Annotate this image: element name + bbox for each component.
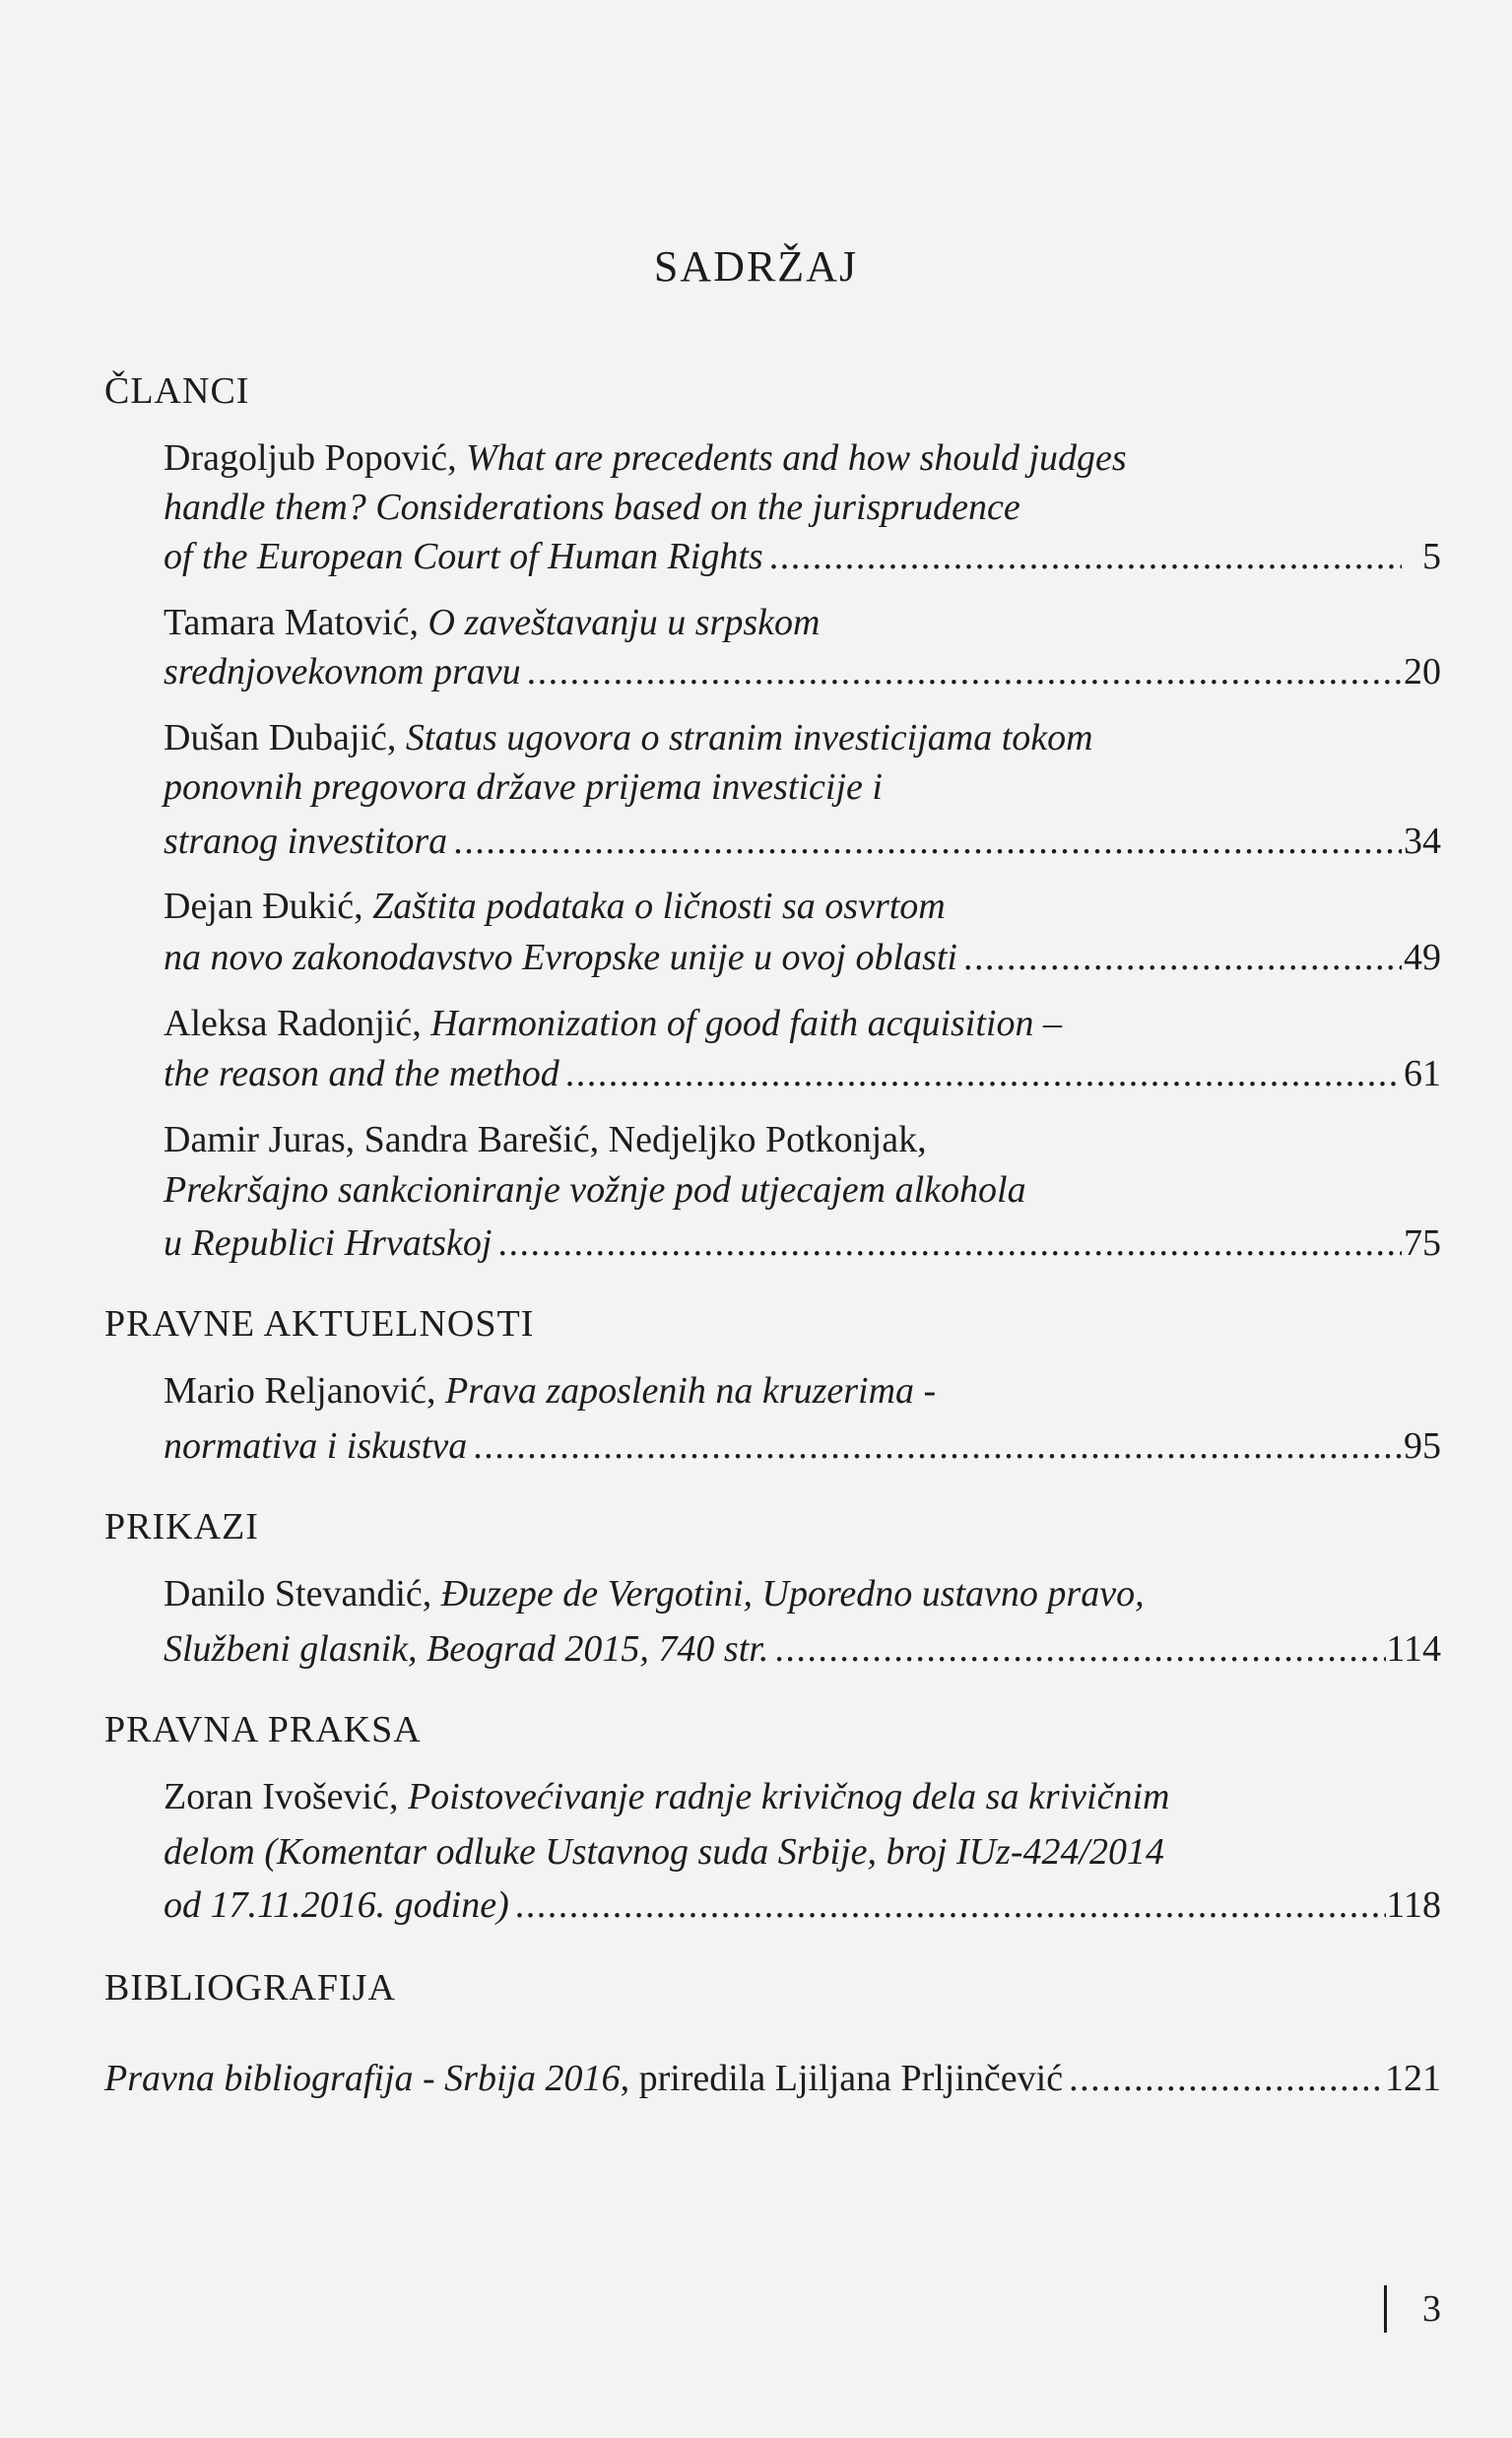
section-title-pravna-praksa: PRAVNA PRAKSA bbox=[104, 1709, 422, 1750]
toc-entry-line bbox=[164, 1570, 1145, 1617]
entry-title: Pravna bibliografija - Srbija 2016 bbox=[104, 2058, 621, 2099]
entry-title: What are precedents and how should judges bbox=[466, 437, 1127, 479]
entry-page-number: 5 bbox=[1422, 536, 1441, 577]
toc-entry-line[interactable] bbox=[164, 1422, 1441, 1470]
entry-page-number: 114 bbox=[1386, 1628, 1441, 1670]
toc-entry-line bbox=[164, 1116, 927, 1163]
dot-leader bbox=[509, 1881, 1387, 1929]
entry-page-number: 49 bbox=[1404, 937, 1441, 978]
section-title-clanci: ČLANCI bbox=[104, 370, 250, 412]
toc-entry-line[interactable] bbox=[164, 934, 1441, 981]
entry-page-number: 121 bbox=[1385, 2058, 1441, 2099]
dot-leader bbox=[957, 934, 1402, 981]
entry-page-number: 20 bbox=[1404, 651, 1441, 692]
entry-author: Dušan Dubajić, bbox=[164, 717, 406, 758]
entry-editor: , priredila Ljiljana Prljinčević bbox=[620, 2058, 1064, 2099]
toc-entry-line bbox=[164, 599, 820, 646]
entry-page-number: 61 bbox=[1404, 1053, 1441, 1094]
dot-leader bbox=[447, 818, 1402, 865]
toc-entry-line bbox=[164, 434, 1127, 482]
page-footer bbox=[1384, 2285, 1441, 2333]
toc-entry-line bbox=[164, 714, 1093, 761]
section-title-prikazi: PRIKAZI bbox=[104, 1506, 259, 1548]
toc-entry-line[interactable] bbox=[164, 533, 1441, 580]
dot-leader bbox=[768, 1625, 1386, 1673]
toc-entry-line bbox=[164, 1166, 1026, 1214]
entry-page-number: 34 bbox=[1404, 821, 1441, 862]
toc-entry-line[interactable] bbox=[104, 2055, 1441, 2102]
entry-title: srednjovekovnom pravu bbox=[164, 651, 521, 692]
entry-page-number: 118 bbox=[1386, 1884, 1441, 1926]
dot-leader bbox=[1063, 2055, 1385, 2102]
entry-author: Zoran Ivošević, bbox=[164, 1776, 408, 1817]
entry-title: Poistovećivanje radnje krivičnog dela sa krivičnim bbox=[407, 1776, 1170, 1817]
toc-entry-line[interactable] bbox=[164, 1625, 1441, 1673]
toc-entry-line bbox=[164, 1367, 936, 1415]
entry-author: Tamara Matović, bbox=[164, 602, 428, 643]
dot-leader bbox=[763, 533, 1402, 580]
entry-title: u Republici Hrvatskoj bbox=[164, 1222, 493, 1264]
entry-title: normativa i iskustva bbox=[164, 1425, 468, 1467]
entry-title: O zaveštavanju u srpskom bbox=[427, 602, 821, 643]
toc-entry-line bbox=[164, 484, 1020, 531]
entry-title: Prekršajno sankcioniranje vožnje pod utjecajem alkohola bbox=[164, 1169, 1026, 1211]
section-title-bibliografija: BIBLIOGRAFIJA bbox=[104, 1967, 396, 2009]
toc-entry-line[interactable] bbox=[164, 1219, 1441, 1267]
entry-title: Službeni glasnik, Beograd 2015, 740 str. bbox=[164, 1628, 769, 1670]
toc-entry-line bbox=[164, 1000, 1062, 1047]
entry-page-number: 95 bbox=[1404, 1425, 1441, 1467]
dot-leader bbox=[521, 648, 1402, 695]
entry-author: Mario Reljanović, bbox=[164, 1370, 445, 1412]
entry-author: Dejan Đukić, bbox=[164, 886, 373, 927]
entry-title: the reason and the method bbox=[164, 1053, 559, 1094]
page-title: SADRŽAJ bbox=[653, 242, 859, 291]
entry-title: of the European Court of Human Rights bbox=[164, 536, 763, 577]
toc-entry-line bbox=[164, 883, 946, 930]
dot-leader bbox=[492, 1219, 1402, 1267]
entry-title: od 17.11.2016. godine) bbox=[164, 1884, 509, 1926]
entry-title: Đuzepe de Vergotini, Uporedno ustavno pravo, bbox=[440, 1573, 1145, 1614]
toc-entry-line bbox=[164, 1773, 1169, 1820]
toc-entry-line bbox=[164, 763, 883, 811]
dot-leader bbox=[559, 1050, 1402, 1097]
entry-title: delom (Komentar odluke Ustavnog suda Srbije, broj IUz-424/2014 bbox=[164, 1831, 1165, 1873]
toc-entry-line[interactable] bbox=[164, 1050, 1441, 1097]
entry-title: Harmonization of good faith acquisition – bbox=[430, 1003, 1062, 1044]
entry-author: Dragoljub Popović, bbox=[164, 437, 467, 479]
entry-page-number: 75 bbox=[1404, 1222, 1441, 1264]
page-number: 3 bbox=[1422, 2288, 1441, 2330]
toc-entry-line[interactable] bbox=[164, 648, 1441, 695]
toc-entry-line bbox=[164, 1828, 1164, 1876]
dot-leader bbox=[467, 1422, 1402, 1470]
entry-author: Danilo Stevandić, bbox=[164, 1573, 441, 1614]
toc-entry-line[interactable] bbox=[164, 1881, 1441, 1929]
entry-title: Prava zaposlenih na kruzerima - bbox=[444, 1370, 937, 1412]
entry-author: Damir Juras, Sandra Barešić, Nedjeljko Potkonjak, bbox=[164, 1119, 927, 1160]
entry-title: ponovnih pregovora države prijema investicije i bbox=[164, 766, 883, 808]
entry-title: na novo zakonodavstvo Evropske unije u ovoj oblasti bbox=[164, 937, 957, 978]
entry-title: Zaštita podataka o ličnosti sa osvrtom bbox=[372, 886, 946, 927]
footer-divider bbox=[1384, 2285, 1387, 2333]
entry-author: Aleksa Radonjić, bbox=[164, 1003, 431, 1044]
entry-title: handle them? Considerations based on the jurisprudence bbox=[164, 487, 1020, 528]
toc-entry-line[interactable] bbox=[164, 818, 1441, 865]
entry-title: Status ugovora o stranim investicijama tokom bbox=[405, 717, 1093, 758]
section-title-pravne-aktuelnosti: PRAVNE AKTUELNOSTI bbox=[104, 1303, 535, 1345]
entry-title: stranog investitora bbox=[164, 821, 448, 862]
